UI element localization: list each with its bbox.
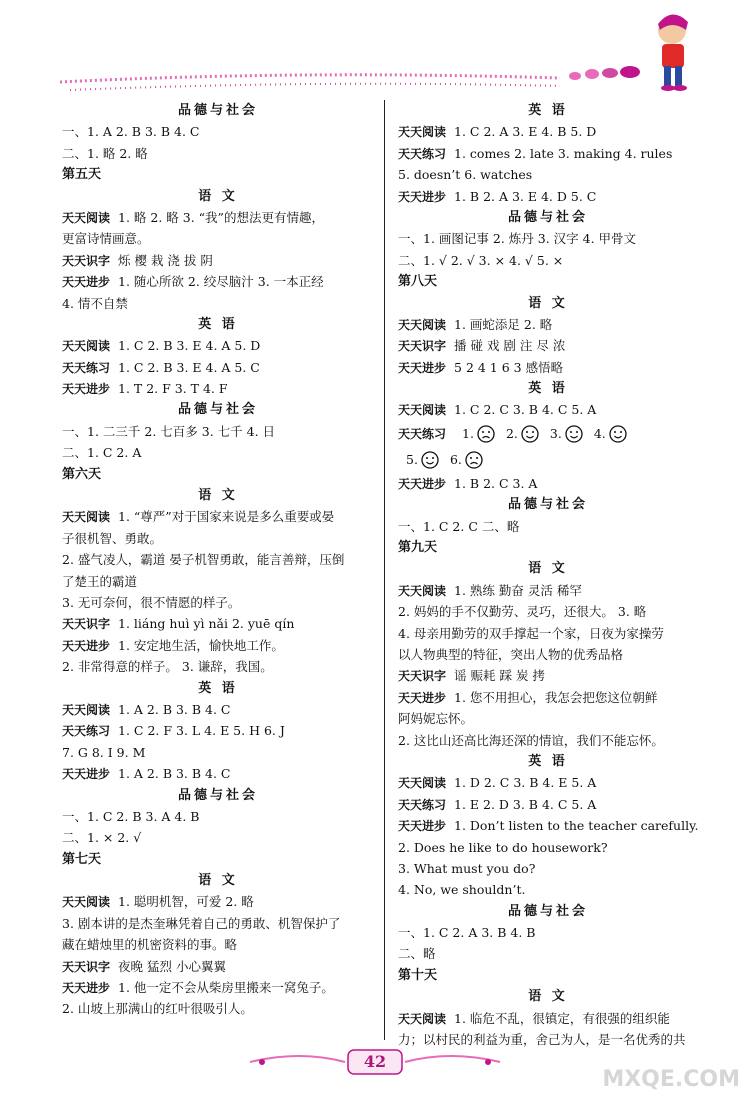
- day-heading: 第八天: [398, 274, 438, 290]
- section-title: 语 文: [528, 295, 568, 311]
- row-answers: 1. 熟练 勤奋 灵活 稀罕: [454, 582, 582, 598]
- answer-row: [398, 794, 698, 815]
- row-label: 天天进步: [398, 189, 447, 204]
- row-answers: 1. A 2. B 3. B 4. C: [118, 701, 231, 717]
- row-answers: 1. 画蛇添足 2. 略: [454, 316, 553, 332]
- row-label: 天天阅读: [398, 317, 447, 332]
- answer-row: [398, 473, 698, 494]
- row-label: 天天进步: [62, 767, 111, 782]
- row-label: 天天阅读: [398, 403, 447, 418]
- answer-line: 力；以村民的利益为重，舍己为人，是一名优秀的共: [398, 1032, 686, 1048]
- section-title: 语 文: [198, 873, 238, 889]
- answer-line: 一、1. C 2. B 3. A 4. B: [62, 808, 200, 824]
- answer-line: 2. 妈妈的手不仅勤劳、灵巧，还很大。 3. 略: [398, 604, 647, 620]
- row-label: 天天练习: [62, 724, 111, 739]
- answer-row: [62, 506, 374, 527]
- answer-row: [62, 720, 374, 741]
- row-answers: 播 碰 戏 剧 注 尽 浓: [454, 338, 566, 354]
- answer-line: 一、1. C 2. C 二、略: [398, 518, 520, 534]
- row-label: 天天阅读: [398, 583, 447, 598]
- answer-row: [398, 335, 698, 356]
- row-answers: 1. B 2. C 3. A: [454, 475, 538, 491]
- answer-row: [398, 665, 698, 686]
- answer-row: [398, 687, 698, 708]
- section-title: 品德与社会: [177, 103, 258, 118]
- row-answers: 1. “尊严”对于国家来说是多么重要或晏: [118, 509, 335, 525]
- column-divider: [384, 100, 385, 1040]
- row-answers: 1. T 2. F 3. T 4. F: [118, 381, 228, 397]
- answer-row: [398, 815, 698, 836]
- answer-line: 4. 母亲用勤劳的双手撑起一个家，日夜为家操劳: [398, 625, 664, 641]
- row-label: 天天练习: [398, 797, 447, 812]
- day-heading: 第七天: [62, 851, 102, 867]
- row-label: 天天阅读: [62, 895, 111, 910]
- section-title: 语 文: [198, 488, 238, 504]
- row-label: 天天进步: [398, 360, 447, 375]
- item-number: 1.: [462, 425, 474, 441]
- day-heading: 第十天: [398, 967, 438, 983]
- answer-line: 3. 无可奈何，很不情愿的样子。: [62, 594, 241, 610]
- row-answers: 1. C 2. C 3. B 4. C 5. A: [454, 402, 597, 418]
- answer-line: 2. 非常得意的样子。 3. 谦辞，我国。: [62, 659, 273, 675]
- row-label: 天天阅读: [62, 702, 111, 717]
- page-number: 42: [363, 1052, 387, 1071]
- row-answers: 1. 您不用担心，我怎会把您这位朝鲜: [454, 689, 658, 705]
- answer-line: 2. 这比山还高比海还深的情谊，我们不能忘怀。: [398, 732, 664, 748]
- answer-row: [398, 421, 698, 447]
- answer-line: 了楚王的霸道: [62, 573, 138, 589]
- row-answers: 1. C 2. F 3. L 4. E 5. H 6. J: [118, 723, 285, 739]
- row-answers: 1. 临危不乱，很镇定，有很强的组织能: [454, 1010, 670, 1026]
- answer-row: [398, 399, 698, 420]
- answer-line: 一、1. C 2. A 3. B 4. B: [398, 925, 536, 941]
- answer-line: 二、1. 略 2. 略: [62, 145, 148, 161]
- answer-line: 二、1. √ 2. √ 3. × 4. √ 5. ×: [398, 252, 564, 268]
- row-label: 天天进步: [62, 981, 111, 996]
- sad-face-icon: [477, 425, 495, 443]
- row-answers: 1. E 2. D 3. B 4. C 5. A: [454, 796, 597, 812]
- right-column: [398, 100, 698, 1050]
- answer-row: [62, 207, 374, 228]
- answer-line: 二、略: [398, 946, 436, 962]
- row-label: 天天进步: [62, 638, 111, 653]
- answer-row: [398, 186, 698, 207]
- row-label: 天天进步: [398, 476, 447, 491]
- smiley-face-icon: [421, 451, 439, 469]
- row-answers: 1. A 2. B 3. B 4. C: [118, 766, 231, 782]
- row-label: 天天练习: [398, 146, 447, 161]
- day-heading: 第六天: [62, 466, 102, 482]
- row-label: 天天识字: [62, 253, 111, 268]
- section-title: 语 文: [528, 989, 568, 1005]
- row-answers: 1. 安定地生活，愉快地工作。: [118, 637, 284, 653]
- answer-line: 2. 盛气凌人，霸道 晏子机智勇敢，能言善辩，压倒: [62, 552, 345, 568]
- answer-line: 7. G 8. I 9. M: [62, 744, 146, 760]
- section-title: 品德与社会: [177, 402, 258, 418]
- row-answers: 5 2 4 1 6 3 感悟略: [454, 359, 564, 375]
- answer-row: [62, 891, 374, 912]
- answer-line: 2. Does he like to do housework?: [398, 839, 608, 855]
- watermark: MXQE.COM: [602, 1067, 740, 1092]
- section-title: 英 语: [528, 381, 568, 397]
- day-heading: 第九天: [398, 540, 438, 556]
- cartoon-boy-icon: [658, 14, 688, 91]
- item-number: 2.: [505, 425, 518, 441]
- section-title: 品德与社会: [507, 497, 588, 513]
- row-label: 天天阅读: [398, 125, 447, 140]
- answer-line: 3. What must you do?: [398, 860, 536, 876]
- section-title: 语 文: [528, 561, 568, 577]
- answer-row: [62, 763, 374, 784]
- answer-row: [398, 121, 698, 142]
- section-title: 品德与社会: [177, 787, 258, 803]
- smiley-face-icon: [565, 425, 583, 443]
- row-answers: 1. C 2. B 3. E 4. A 5. C: [118, 359, 260, 375]
- section-title: 品德与社会: [507, 903, 588, 919]
- left-column: [62, 100, 374, 1020]
- row-label: 天天阅读: [398, 1011, 447, 1026]
- row-label: 天天练习: [398, 426, 447, 441]
- section-title: 英 语: [198, 680, 238, 696]
- answer-row: [62, 357, 374, 378]
- answer-line: 3. 剧本讲的是杰奎琳凭着自己的勇敢、机智保护了: [62, 915, 341, 931]
- row-answers: 1. C 2. B 3. E 4. A 5. D: [118, 338, 261, 354]
- answer-line: 更富诗情画意。: [62, 231, 150, 247]
- header-decoration: [0, 0, 750, 110]
- answer-line: 2. 山坡上那满山的红叶很吸引人。: [62, 1001, 253, 1017]
- smiley-face-icon: [609, 425, 627, 443]
- answer-row: [398, 580, 698, 601]
- answer-line: 二、1. C 2. A: [62, 445, 142, 461]
- smiley-face-icon: [521, 425, 539, 443]
- section-title: 英 语: [528, 753, 568, 769]
- item-number: 4.: [593, 425, 606, 441]
- row-answers: 1. C 2. A 3. E 4. B 5. D: [454, 124, 597, 140]
- row-label: 天天阅读: [62, 510, 111, 525]
- row-answers: 1. B 2. A 3. E 4. D 5. C: [454, 188, 597, 204]
- row-answers: 1. 略 2. 略 3. “我”的想法更有情趣，: [118, 209, 324, 225]
- item-number: 5.: [406, 451, 418, 467]
- section-title: 英 语: [198, 316, 238, 332]
- answer-row: [62, 378, 374, 399]
- row-answers: 夜晚 猛烈 小心翼翼: [118, 958, 226, 974]
- answer-row: [62, 977, 374, 998]
- row-answers: 1. liáng huì yì nǎi 2. yuē qín: [118, 616, 295, 632]
- pink-dotted-band: [60, 75, 560, 90]
- answer-row: [398, 314, 698, 335]
- answer-row: [62, 699, 374, 720]
- answer-line: 藏在蜡烛里的机密资料的事。略: [62, 937, 238, 953]
- row-label: 天天识字: [398, 339, 447, 354]
- answer-row: [62, 271, 374, 292]
- row-answers: 谣 赈耗 踩 炭 拷: [454, 668, 545, 684]
- answer-row: [398, 357, 698, 378]
- row-label: 天天阅读: [62, 339, 111, 354]
- answer-line: 阿妈妮忘怀。: [398, 711, 474, 727]
- row-label: 天天识字: [62, 959, 111, 974]
- section-title: 语 文: [198, 188, 238, 204]
- answer-row: [398, 1008, 698, 1029]
- answer-line: 一、1. 二三千 2. 七百多 3. 七千 4. 日: [62, 423, 276, 439]
- item-number: 6.: [449, 451, 462, 467]
- answer-line: 5. doesn’t 6. watches: [398, 167, 533, 183]
- row-label: 天天识字: [398, 669, 447, 684]
- row-label: 天天进步: [62, 382, 111, 397]
- answer-line: 子很机智、勇敢。: [62, 530, 163, 546]
- item-number: 3.: [549, 425, 562, 441]
- row-answers: 1. 聪明机智，可爱 2. 略: [118, 894, 254, 910]
- row-answers: 烁 樱 栽 浇 拔 阴: [118, 252, 213, 268]
- pink-ovals: [569, 66, 640, 80]
- answer-line: 二、1. × 2. √: [62, 830, 142, 846]
- row-answers: 1. Don’t listen to the teacher carefully.: [454, 818, 699, 834]
- answer-row: [62, 613, 374, 634]
- row-label: 天天阅读: [62, 210, 111, 225]
- answer-line: 以人物典型的特征，突出人物的优秀品格: [398, 646, 624, 662]
- row-answers: 1. 他一定不会从柴房里搬来一窝兔子。: [118, 980, 334, 996]
- row-label: 天天练习: [62, 360, 111, 375]
- section-title: 英 语: [528, 103, 568, 118]
- answer-row: [398, 772, 698, 793]
- section-title: 品德与社会: [507, 209, 588, 225]
- row-label: 天天识字: [62, 617, 111, 632]
- row-label: 天天阅读: [398, 776, 447, 791]
- row-label: 天天进步: [398, 690, 447, 705]
- answer-row: [62, 956, 374, 977]
- row-answers: 1. 随心所欲 2. 绞尽脑汁 3. 一本正经: [118, 274, 324, 290]
- answer-row: [62, 335, 374, 356]
- answer-row: [398, 447, 698, 473]
- answer-row: [62, 250, 374, 271]
- row-label: 天天进步: [62, 275, 111, 290]
- day-heading: 第五天: [62, 167, 102, 183]
- answer-row: [62, 635, 374, 656]
- sad-face-icon: [465, 451, 483, 469]
- answer-line: 4. No, we shouldn’t.: [398, 882, 526, 898]
- row-answers: 1. D 2. C 3. B 4. E 5. A: [454, 775, 597, 791]
- row-label: 天天进步: [398, 819, 447, 834]
- answer-line: 4. 情不自禁: [62, 295, 128, 311]
- row-answers: 1. comes 2. late 3. making 4. rules: [454, 145, 673, 161]
- answer-row: [398, 143, 698, 164]
- answer-line: 一、1. 画图记事 2. 炼丹 3. 汉字 4. 甲骨文: [398, 231, 637, 247]
- answer-line: 一、1. A 2. B 3. B 4. C: [62, 124, 200, 140]
